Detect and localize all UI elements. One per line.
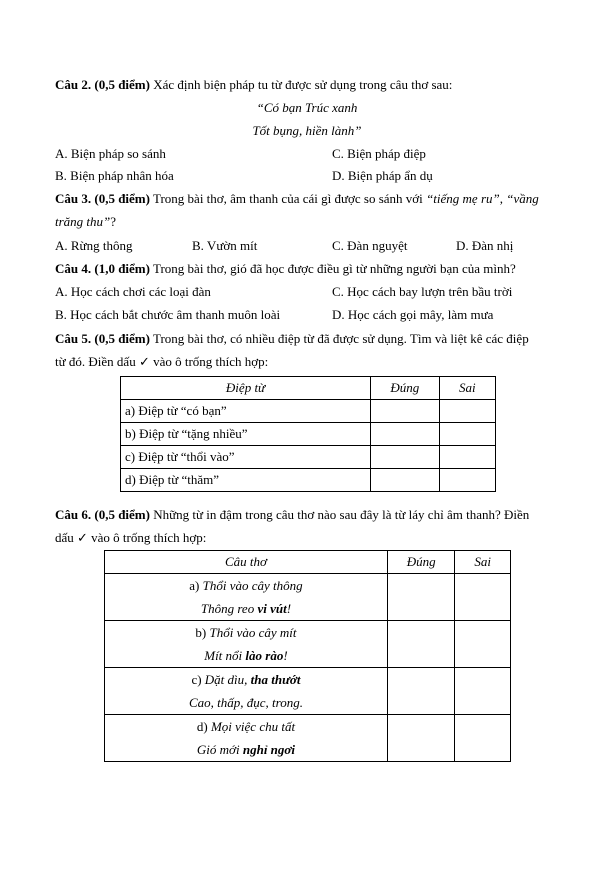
q6-row-b-bold-word: lào rào xyxy=(245,648,284,663)
q5-table-header xyxy=(121,377,496,400)
q6-row-d-line-1: Mọi việc chu tất xyxy=(210,719,296,734)
q2-verse-line-2 xyxy=(0,123,614,139)
q6-row-d-line-2: Gió mới xyxy=(196,742,243,757)
q5-table xyxy=(120,376,496,492)
q4-option-b[interactable]: B. Học cách bắt chước âm thanh muôn loài xyxy=(55,307,281,322)
q5-row-a-label: a) Điệp từ “có bạn” xyxy=(121,400,371,423)
q4-label: Câu 4. (1,0 điểm) xyxy=(55,261,150,276)
q6-row-c-prefix: c) xyxy=(191,672,205,687)
table-row xyxy=(121,423,496,446)
q5-row-c-dung-checkbox[interactable] xyxy=(371,446,439,469)
q6-table xyxy=(104,550,511,762)
q5-prompt xyxy=(55,331,529,347)
q6-row-d-prefix: d) xyxy=(196,719,211,734)
q5-row-c-sai-checkbox[interactable] xyxy=(439,446,495,469)
q6-row-a-prefix: a) xyxy=(189,578,203,593)
q5-prompt-cont: từ đó. Điền dấu ✓ vào ô trống thích hợp: xyxy=(55,354,269,369)
q6-row-c-line-2: Cao, thấp, đục, trong. xyxy=(188,695,303,710)
q6-header-dung: Đúng xyxy=(387,551,455,574)
q6-row-a-line-2: Thông reo xyxy=(200,601,258,616)
q4-text: Trong bài thơ, gió đã học được điều gì từ những người bạn của mình? xyxy=(149,261,516,276)
table-row xyxy=(121,446,496,469)
table-row xyxy=(121,400,496,423)
q6-row-a-verse xyxy=(105,574,388,621)
q2-option-a[interactable]: A. Biện pháp so sánh xyxy=(55,146,166,161)
q6-header-sai: Sai xyxy=(455,551,511,574)
q6-prompt xyxy=(55,507,529,523)
q6-row-c-sai-checkbox[interactable] xyxy=(455,668,511,715)
q5-row-a-sai-checkbox[interactable] xyxy=(439,400,495,423)
q6-row-c-dung-checkbox[interactable] xyxy=(387,668,455,715)
q3-end: ? xyxy=(110,214,117,229)
table-row xyxy=(105,574,511,621)
q5-row-d-label: d) Điệp từ “thăm” xyxy=(121,469,371,492)
q2-option-b[interactable]: B. Biện pháp nhân hóa xyxy=(55,168,174,183)
q6-row-a-dung-checkbox[interactable] xyxy=(387,574,455,621)
q5-label: Câu 5. (0,5 điểm) xyxy=(55,331,150,346)
q2-option-c[interactable]: C. Biện pháp điệp xyxy=(332,146,426,161)
q5-row-a-dung-checkbox[interactable] xyxy=(371,400,439,423)
q6-row-b-line-1: Thổi vào cây mít xyxy=(209,625,297,640)
q3-text: Trong bài thơ, âm thanh của cái gì được so sánh với xyxy=(149,191,427,206)
q6-row-d-verse xyxy=(105,715,388,762)
q3-separator: , xyxy=(499,191,507,206)
q5-row-d-dung-checkbox[interactable] xyxy=(371,469,439,492)
q6-row-b-end: ! xyxy=(283,648,288,663)
q6-header-cau-tho: Câu thơ xyxy=(105,551,388,574)
q4-option-c[interactable]: C. Học cách bay lượn trên bầu trời xyxy=(332,284,513,299)
q3-label: Câu 3. (0,5 điểm) xyxy=(55,191,150,206)
q6-row-b-line-2: Mít nổi xyxy=(204,648,246,663)
q6-row-d-dung-checkbox[interactable] xyxy=(387,715,455,762)
q6-text-1: Những từ in đậm trong câu thơ nào sau đây là từ láy chỉ âm thanh? Điền xyxy=(149,507,530,522)
q2-verse-2: Tốt bụng, hiền lành” xyxy=(252,123,362,138)
q6-row-b-dung-checkbox[interactable] xyxy=(387,621,455,668)
q6-label: Câu 6. (0,5 điểm) xyxy=(55,507,150,522)
q2-text: Xác định biện pháp tu từ được sử dụng trong câu thơ sau: xyxy=(149,77,453,92)
q5-row-c-label: c) Điệp từ “thổi vào” xyxy=(121,446,371,469)
q3-quote-2-part-2: trăng thu” xyxy=(55,214,111,229)
q6-row-c-bold-word: tha thướt xyxy=(250,672,301,687)
q5-row-b-dung-checkbox[interactable] xyxy=(371,423,439,446)
q4-option-a[interactable]: A. Học cách chơi các loại đàn xyxy=(55,284,211,299)
q6-row-d-bold-word: nghỉ ngơi xyxy=(242,742,295,757)
table-row xyxy=(105,621,511,668)
q3-option-d[interactable]: D. Đàn nhị xyxy=(456,238,514,253)
q5-header-sai: Sai xyxy=(439,377,495,400)
q6-row-a-end: ! xyxy=(286,601,292,616)
q6-row-a-line-1: Thổi vào cây thông xyxy=(202,578,303,593)
table-row xyxy=(121,469,496,492)
q5-row-b-label: b) Điệp từ “tặng nhiều” xyxy=(121,423,371,446)
q6-row-d-sai-checkbox[interactable] xyxy=(455,715,511,762)
q3-quote-1: “tiếng mẹ ru” xyxy=(426,191,500,206)
q2-option-d[interactable]: D. Biện pháp ẩn dụ xyxy=(332,168,433,183)
q2-verse-line-1 xyxy=(0,100,614,116)
q4-option-d[interactable]: D. Học cách gọi mây, làm mưa xyxy=(332,307,494,322)
q6-row-b-prefix: b) xyxy=(195,625,210,640)
q5-text-1: Trong bài thơ, có nhiều điệp từ đã được sử dụng. Tìm và liệt kê các điệp xyxy=(149,331,529,346)
table-row xyxy=(105,668,511,715)
q3-prompt xyxy=(55,191,539,207)
q3-prompt-cont xyxy=(55,214,116,230)
q6-row-a-sai-checkbox[interactable] xyxy=(455,574,511,621)
q2-prompt xyxy=(55,77,452,93)
table-row xyxy=(105,715,511,762)
q2-verse-1: “Có bạn Trúc xanh xyxy=(256,100,358,115)
q5-row-b-sai-checkbox[interactable] xyxy=(439,423,495,446)
q2-label: Câu 2. (0,5 điểm) xyxy=(55,77,150,92)
q6-row-b-sai-checkbox[interactable] xyxy=(455,621,511,668)
q5-header-dung: Đúng xyxy=(371,377,439,400)
q3-option-c[interactable]: C. Đàn nguyệt xyxy=(332,238,408,253)
q5-header-diep-tu: Điệp từ xyxy=(121,377,371,400)
q6-row-b-verse xyxy=(105,621,388,668)
q3-option-a[interactable]: A. Rừng thông xyxy=(55,238,133,253)
q6-row-a-bold-word: vi vút xyxy=(257,601,287,616)
q6-table-header xyxy=(105,551,511,574)
q6-row-c-verse xyxy=(105,668,388,715)
q3-option-b[interactable]: B. Vườn mít xyxy=(192,238,258,253)
q6-prompt-cont: dấu ✓ vào ô trống thích hợp: xyxy=(55,530,207,545)
q3-quote-2-part-1: “vầng xyxy=(506,191,539,206)
q5-row-d-sai-checkbox[interactable] xyxy=(439,469,495,492)
q4-prompt xyxy=(55,261,516,277)
q6-row-c-line-1: Dặt dìu, xyxy=(204,672,251,687)
